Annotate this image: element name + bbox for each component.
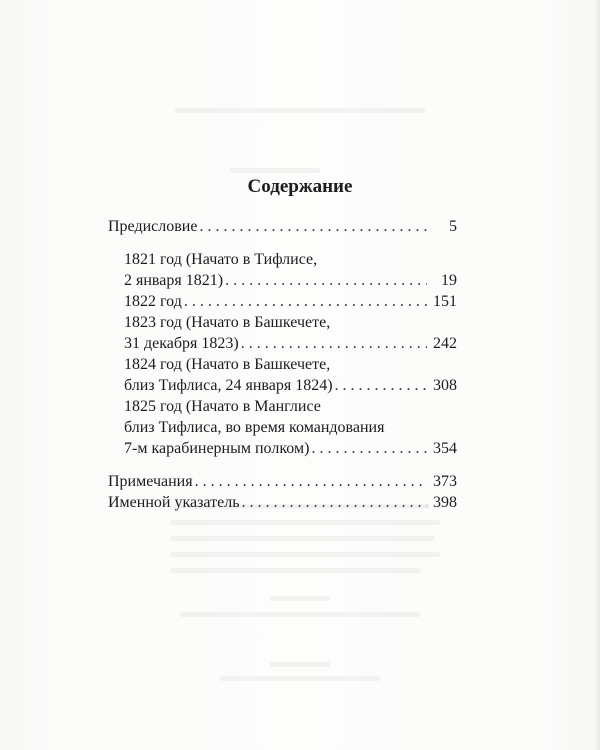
toc-entry-line [124, 312, 457, 333]
show-through-text [170, 568, 420, 573]
toc-entry-last-line [124, 291, 457, 312]
toc-entry-last-line [108, 471, 457, 492]
toc-entry [108, 354, 457, 396]
toc-entry-title: 1825 год (Начато в Манглисе [124, 398, 321, 415]
toc-entry-title: близ Тифлиса, во время командования [124, 419, 385, 436]
toc-entry-line [124, 249, 457, 270]
show-through-text [180, 612, 420, 617]
toc-entry-title: 1823 год (Начато в Башкечете, [124, 314, 331, 331]
dot-leader [241, 333, 427, 354]
toc-entry-line [124, 396, 457, 417]
toc-entry-title: Предисловие [108, 218, 198, 235]
dot-leader [335, 375, 427, 396]
show-through-text [230, 168, 320, 173]
toc-page-number: 5 [449, 218, 457, 235]
toc-entry-last-line [124, 333, 457, 354]
dot-leader [241, 492, 427, 513]
show-through-text [170, 520, 440, 525]
show-through-text [270, 596, 330, 601]
toc-page-number: 242 [433, 335, 457, 352]
toc-page-number: 373 [433, 473, 457, 490]
toc-entry-title: 2 января 1821) [124, 272, 224, 289]
toc-entry-line [124, 417, 457, 438]
toc-entry-last-line [124, 375, 457, 396]
toc-entry [108, 396, 457, 459]
toc-page-number: 151 [433, 293, 457, 310]
toc-entry-title: 1821 год (Начато в Тифлисе, [124, 251, 318, 268]
toc-entry-title: 1824 год (Начато в Башкечете, [124, 356, 331, 373]
dot-leader [184, 291, 427, 312]
toc-entry-title: 31 декабря 1823) [124, 335, 239, 352]
toc-entry-title: Именной указатель [108, 494, 240, 511]
toc-entry-title: близ Тифлиса, 24 января 1824) [124, 377, 333, 394]
toc-entry-title: Примечания [108, 473, 193, 490]
show-through-text [170, 536, 435, 541]
toc-page-number: 398 [433, 494, 457, 511]
toc-entry-last-line [108, 216, 457, 237]
page-edge-shadow [594, 0, 600, 750]
toc-entry-last-line [124, 438, 457, 459]
toc-entry [108, 291, 457, 312]
toc-page-number: 19 [441, 272, 457, 289]
toc-entry-last-line [108, 492, 457, 513]
dot-leader [199, 216, 427, 237]
dot-leader [311, 438, 427, 459]
show-through-text [175, 108, 425, 113]
toc-entry-last-line [124, 270, 457, 291]
toc-entry [108, 471, 457, 492]
dot-leader [225, 270, 427, 291]
toc-title: Содержание [247, 176, 353, 197]
show-through-text [270, 662, 330, 667]
show-through-text [220, 676, 380, 681]
toc-entry [108, 312, 457, 354]
dot-leader [195, 471, 427, 492]
toc-entry-line [124, 354, 457, 375]
toc-entry [108, 249, 457, 291]
show-through-text [170, 552, 440, 557]
toc-entry-title: 7-м карабинерным полком) [124, 440, 310, 457]
toc-entry-title: 1822 год [124, 293, 182, 310]
toc-page-number: 308 [433, 377, 457, 394]
toc-entry [108, 216, 457, 237]
toc-page-number: 354 [433, 440, 457, 457]
table-of-contents [108, 216, 457, 513]
toc-entry [108, 492, 457, 513]
